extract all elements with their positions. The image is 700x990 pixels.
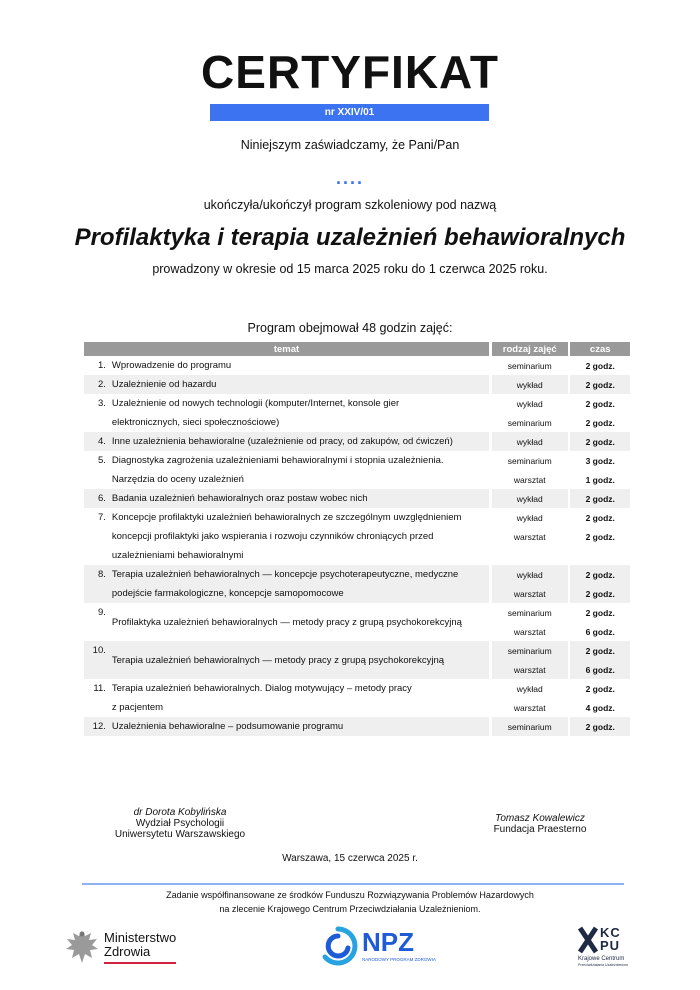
- row-topic-line: Terapia uzależnień behawioralnych. Dialog motywujący – metody pracy: [111, 683, 412, 694]
- row-type: wykład: [492, 375, 568, 394]
- row-topic-line: Uzależnienie od nowych technologii (komputer/Internet, konsole gier: [111, 398, 400, 409]
- row-topic: [110, 641, 489, 679]
- row-number: 6.: [84, 489, 110, 508]
- row-hours: 2 godz.: [585, 417, 615, 428]
- row-hours: 2 godz.: [570, 489, 630, 508]
- eagle-icon: [64, 927, 100, 967]
- npz-logo-subtitle: NARODOWY PROGRAM ZDROWIA: [362, 957, 436, 962]
- row-topic: [110, 565, 489, 603]
- table-row: [84, 565, 630, 584]
- row-number: 7.: [97, 512, 106, 523]
- table-row: [84, 641, 630, 660]
- row-topic-line: Badania uzależnień behawioralnych oraz postaw wobec nich: [111, 493, 368, 504]
- row-topic-line: Profilaktyka uzależnień behawioralnych — metody pracy z grupą psychokorekcyjną: [111, 616, 462, 628]
- program-table: [84, 342, 630, 736]
- kcpu-cross-icon: [578, 926, 598, 954]
- row-topic-line: Narzędzia do oceny uzależnień: [111, 474, 244, 485]
- header-hours: czas: [570, 342, 630, 356]
- row-topic: [110, 394, 489, 432]
- row-hours: 2 godz.: [570, 375, 630, 394]
- row-number: 12.: [84, 717, 110, 736]
- row-type: wykład: [492, 432, 568, 451]
- row-type: wykład: [492, 565, 568, 584]
- npz-logo-text: NPZ: [362, 927, 414, 957]
- row-hours: 2 godz.: [570, 641, 630, 660]
- row-number: 11.: [93, 683, 106, 694]
- row-hours: 3 godz.: [585, 455, 615, 466]
- signature-left-line2: Uniwersytetu Warszawskiego: [114, 829, 246, 840]
- completed-text: ukończyła/ukończył program szkoleniowy pod nazwą: [203, 198, 497, 212]
- signature-right-name: Tomasz Kowalewicz: [495, 813, 585, 824]
- npz-swirl-icon: [318, 926, 358, 966]
- row-topic-line: Inne uzależnienia behawioralne (uzależnienie od pracy, od zakupów, od ćwiczeń): [111, 436, 453, 447]
- table-row: [84, 717, 630, 736]
- table-row: [84, 451, 630, 470]
- row-topic-line: Koncepcje profilaktyki uzależnień behawioralnych ze szczególnym uwzględnieniem: [111, 512, 462, 523]
- table-row: [84, 679, 630, 698]
- course-title: Profilaktyka i terapia uzależnień behawioralnych: [74, 224, 626, 251]
- certificate-title: CERTYFIKAT: [201, 46, 499, 98]
- row-hours: 2 godz.: [585, 683, 615, 694]
- header-type: rodzaj zajęć: [492, 342, 568, 356]
- row-topic-line: podejście farmakologiczne, koncepcje samopomocowe: [111, 588, 344, 599]
- row-type: seminarium: [507, 607, 552, 618]
- row-hours: [570, 546, 630, 565]
- row-type: wykład: [516, 398, 543, 409]
- kcpu-logo-sub2: Przeciwdziałania Uzależnieniom: [578, 963, 628, 967]
- row-topic-line: elektronicznych, sieci społecznościowe): [111, 417, 280, 428]
- row-hours: 2 godz.: [585, 607, 615, 618]
- row-type: warsztat: [513, 531, 546, 542]
- intro-text: Niniejszym zaświadczamy, że Pani/Pan: [240, 138, 460, 152]
- row-hours: 1 godz.: [585, 474, 615, 485]
- row-hours: 2 godz.: [570, 432, 630, 451]
- row-number: 2.: [84, 375, 110, 394]
- row-type: seminarium: [507, 360, 552, 371]
- row-number: 5.: [97, 455, 106, 466]
- row-type: seminarium: [492, 641, 568, 660]
- row-type: [492, 546, 568, 565]
- row-type: wykład: [492, 489, 568, 508]
- row-type: warsztat: [492, 584, 568, 603]
- row-number: 3.: [97, 398, 106, 409]
- row-topic: [110, 432, 489, 451]
- table-row: [84, 489, 630, 508]
- kcpu-logo: [578, 926, 638, 970]
- row-number: 9.: [97, 607, 106, 618]
- signature-left-line1: Wydział Psychologii: [135, 818, 225, 829]
- place-date: Warszawa, 15 czerwca 2025 r.: [282, 853, 418, 864]
- row-topic: [110, 717, 489, 736]
- row-type: seminarium: [507, 417, 552, 428]
- row-type: warsztat: [492, 660, 568, 679]
- row-type: wykład: [516, 683, 543, 694]
- row-number: 4.: [84, 432, 110, 451]
- row-hours: 2 godz.: [570, 584, 630, 603]
- ministry-logo-line1: Ministerstwo: [104, 930, 177, 945]
- row-hours: 4 godz.: [585, 702, 615, 713]
- signature-left-name: dr Dorota Kobylińska: [133, 807, 227, 818]
- table-row: [84, 508, 630, 527]
- table-header-row: [84, 342, 630, 356]
- participant-name-placeholder: ....: [335, 168, 364, 188]
- table-row: [84, 394, 630, 413]
- funding-note: [0, 888, 700, 916]
- row-topic: [110, 679, 489, 717]
- row-topic: [110, 489, 489, 508]
- row-hours: 2 godz.: [585, 398, 615, 409]
- table-row: [84, 356, 630, 375]
- kcpu-logo-sub1: Krajowe Centrum: [578, 956, 625, 962]
- row-topic-line: z pacjentem: [111, 702, 164, 713]
- table-row: [84, 375, 630, 394]
- footer-divider: [82, 883, 624, 885]
- program-table-body: [84, 356, 630, 736]
- row-hours: 2 godz.: [585, 531, 615, 542]
- row-topic-line: Terapia uzależnień behawioralnych — metody pracy z grupą psychokorekcyjną: [111, 654, 445, 666]
- row-hours: 2 godz.: [585, 360, 615, 371]
- row-topic: [110, 451, 489, 489]
- row-type: warsztat: [513, 626, 546, 637]
- row-topic-line: koncepcji profilaktyki jako wspierania i rozwoju czynników chroniących przed: [111, 531, 434, 542]
- ministry-logo: [64, 925, 184, 969]
- row-number: 1.: [97, 360, 106, 371]
- row-topic: [110, 603, 489, 641]
- row-topic-line: Diagnostyka zagrożenia uzależnieniami behawioralnymi i stopnia uzależnienia.: [111, 455, 444, 466]
- table-row: [84, 432, 630, 451]
- signature-left: [95, 807, 265, 840]
- period-text: prowadzony w okresie od 15 marca 2025 roku do 1 czerwca 2025 roku.: [152, 262, 548, 276]
- row-topic-line: Uzależnienia behawioralne – podsumowanie programu: [111, 721, 344, 732]
- row-hours: 2 godz.: [570, 565, 630, 584]
- row-topic-line: Terapia uzależnień behawioralnych — koncepcje psychoterapeutyczne, medyczne: [111, 569, 459, 580]
- program-hours-text: Program obejmował 48 godzin zajęć:: [247, 321, 453, 335]
- npz-logo: [318, 926, 436, 968]
- funding-line-1: Zadanie współfinansowane ze środków Funduszu Rozwiązywania Problemów Hazardowych: [166, 890, 534, 900]
- row-hours: 6 godz.: [570, 660, 630, 679]
- row-topic-line: Uzależnienie od hazardu: [111, 379, 217, 390]
- kcpu-logo-text: KCPU: [600, 925, 621, 953]
- ministry-accent-bar: [104, 962, 176, 964]
- table-row: [84, 603, 630, 622]
- row-topic-line: Wprowadzenie do programu: [111, 360, 232, 371]
- row-type: wykład: [516, 512, 543, 523]
- row-type: warsztat: [513, 702, 546, 713]
- certificate-number: nr XXIV/01: [210, 104, 489, 121]
- row-number: 10.: [84, 641, 110, 679]
- row-type: seminarium: [507, 455, 552, 466]
- row-hours: 2 godz.: [570, 717, 630, 736]
- row-hours: 6 godz.: [585, 626, 615, 637]
- signature-right-line1: Fundacja Praesterno: [493, 824, 587, 835]
- row-topic-line: uzależnieniami behawioralnymi: [111, 550, 244, 561]
- ministry-logo-line2: Zdrowia: [104, 944, 151, 959]
- row-topic: [110, 356, 489, 375]
- row-topic: [110, 508, 489, 565]
- row-topic: [110, 375, 489, 394]
- funding-line-2: na zlecenie Krajowego Centrum Przeciwdziałania Uzależnieniom.: [219, 904, 481, 914]
- signature-right: [470, 813, 610, 835]
- row-number: 8.: [84, 565, 110, 603]
- header-topic: temat: [84, 342, 489, 356]
- row-hours: 2 godz.: [585, 512, 615, 523]
- row-type: warsztat: [513, 474, 546, 485]
- row-type: seminarium: [492, 717, 568, 736]
